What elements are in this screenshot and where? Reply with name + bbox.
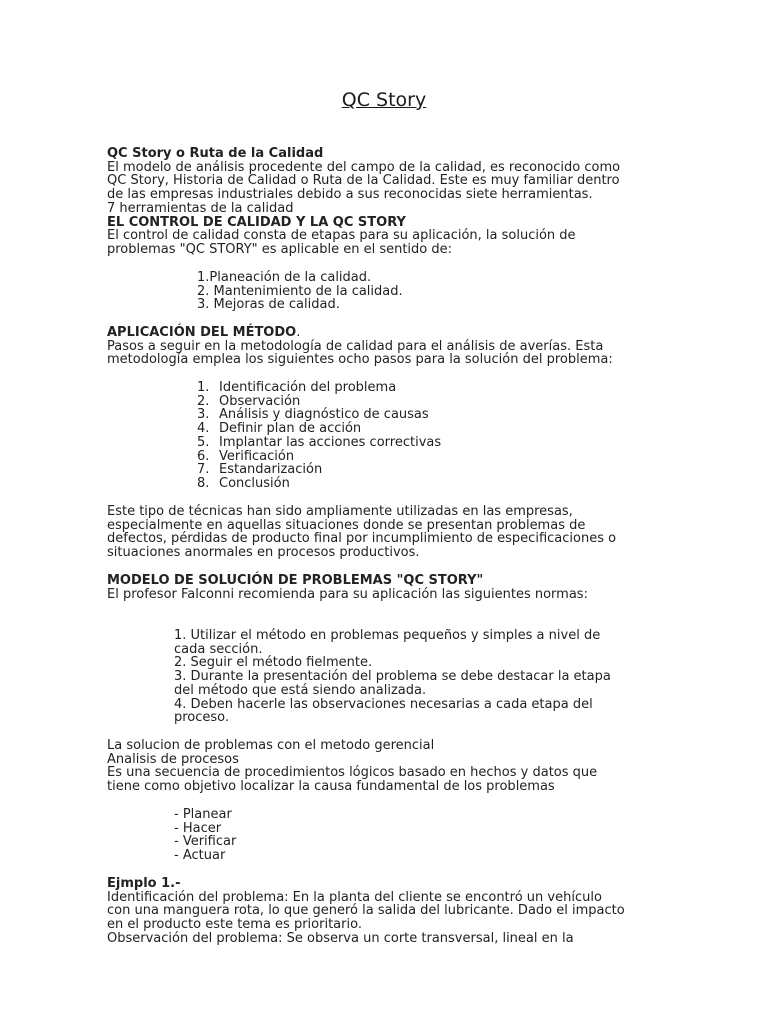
list-item: - Hacer (174, 820, 222, 836)
paragraph-line: Analisis de procesos (107, 751, 239, 767)
list-item: - Planear (174, 807, 232, 822)
step-text: Estandarización (219, 462, 323, 478)
list-item (197, 450, 757, 464)
step-text: Verificación (219, 448, 295, 464)
list-item (197, 395, 757, 409)
step-number: 6. (197, 448, 210, 464)
step-text: Observación (219, 393, 301, 409)
step-number: 2. (197, 393, 210, 409)
steps-list (197, 381, 757, 491)
list-item: proceso. (174, 710, 230, 726)
step-text: Identificación del problema (219, 380, 397, 395)
paragraph-line: metodología emplea los siguientes ocho pasos para la solución del problema: (107, 352, 613, 368)
list-item: 4. Deben hacerle las observaciones necesarias a cada etapa del (174, 696, 593, 712)
paragraph-line: El profesor Falconni recomienda para su aplicación las siguientes normas: (107, 586, 588, 602)
paragraph-line: problemas "QC STORY" es aplicable en el sentido de: (107, 241, 453, 257)
paragraph-line: situaciones anormales en procesos productivos. (107, 545, 420, 561)
modelo-section (107, 574, 667, 601)
intro-section (107, 147, 667, 257)
modelo-heading: MODELO DE SOLUCIÓN DE PROBLEMAS "QC STORY" (107, 573, 484, 588)
ejemplo-heading: Ejmplo 1.- (107, 876, 181, 891)
step-text: Análisis y diagnóstico de causas (219, 407, 429, 423)
paragraph-line: Este tipo de técnicas han sido ampliamente utilizadas en las empresas, (107, 504, 573, 519)
step-number: 3. (197, 407, 210, 423)
list-item: del método que está siendo analizada. (174, 682, 427, 698)
list-item (197, 477, 757, 491)
cycle-list (174, 808, 734, 863)
list-item (197, 381, 757, 395)
intro-heading: QC Story o Ruta de la Calidad (107, 146, 324, 161)
list-item (197, 422, 757, 436)
list-item: 1.Planeación de la calidad. (197, 270, 372, 285)
step-number: 5. (197, 434, 210, 450)
list-item: 3. Mejoras de calidad. (197, 297, 340, 313)
paragraph-line: La solucion de problemas con el metodo gerencial (107, 738, 435, 753)
norms-list (174, 629, 734, 725)
list-item: 2. Mantenimiento de la calidad. (197, 283, 403, 299)
list-item: 2. Seguir el método fielmente. (174, 655, 373, 671)
ejemplo-section (107, 877, 667, 946)
step-text: Definir plan de acción (219, 421, 362, 437)
aplicacion-heading: APLICACIÓN DEL MÉTODO (107, 325, 297, 340)
control-heading: EL CONTROL DE CALIDAD Y LA QC STORY (107, 214, 406, 230)
gerencial-section (107, 739, 667, 794)
paragraph-line: de las empresas industriales debido a sus reconocidas siete herramientas. (107, 187, 593, 203)
step-number: 1. (197, 380, 210, 395)
step-number: 8. (197, 475, 210, 491)
step-text: Implantar las acciones correctivas (219, 434, 442, 450)
step-text: Conclusión (219, 475, 290, 491)
paragraph-line: en el producto este tema es prioritario. (107, 917, 362, 933)
step-number: 4. (197, 421, 210, 437)
paragraph-line: Observación del problema: Se observa un corte transversal, lineal en la (107, 930, 574, 946)
paragraph-line: El control de calidad consta de etapas para su aplicación, la solución de (107, 228, 576, 244)
paragraph-line: Pasos a seguir en la metodología de calidad para el análisis de averías. Esta (107, 338, 604, 354)
step-number: 7. (197, 462, 210, 478)
list-item (197, 408, 757, 422)
control-list (197, 271, 757, 312)
paragraph-line: Es una secuencia de procedimientos lógicos basado en hechos y datos que (107, 765, 598, 781)
paragraph-line: Identificación del problema: En la planta del cliente se encontró un vehículo (107, 889, 602, 905)
paragraph-line: tiene como objetivo localizar la causa fundamental de los problemas (107, 779, 555, 795)
tecnicas-paragraph (107, 505, 667, 560)
aplicacion-section (107, 326, 667, 367)
list-item: cada sección. (174, 641, 263, 657)
paragraph-line: 7 herramientas de la calidad (107, 200, 294, 216)
paragraph-line: El modelo de análisis procedente del campo de la calidad, es reconocido como (107, 159, 621, 175)
list-item: - Verificar (174, 834, 237, 850)
document-title: QC Story (341, 89, 427, 111)
list-item: 3. Durante la presentación del problema se debe destacar la etapa (174, 669, 611, 685)
list-item: 1. Utilizar el método en problemas pequeños y simples a nivel de (174, 628, 601, 643)
paragraph-line: QC Story, Historia de Calidad o Ruta de la Calidad. Este es muy familiar dentro (107, 173, 620, 189)
paragraph-line: defectos, pérdidas de producto final por incumplimiento de especificaciones o (107, 531, 617, 547)
heading-period: . (296, 325, 301, 340)
list-item (197, 463, 757, 477)
paragraph-line: especialmente en aquellas situaciones donde se presentan problemas de (107, 517, 586, 533)
list-item: - Actuar (174, 848, 226, 864)
paragraph-line: con una manguera rota, lo que generó la salida del lubricante. Dado el impacto (107, 903, 625, 919)
list-item (197, 436, 757, 450)
